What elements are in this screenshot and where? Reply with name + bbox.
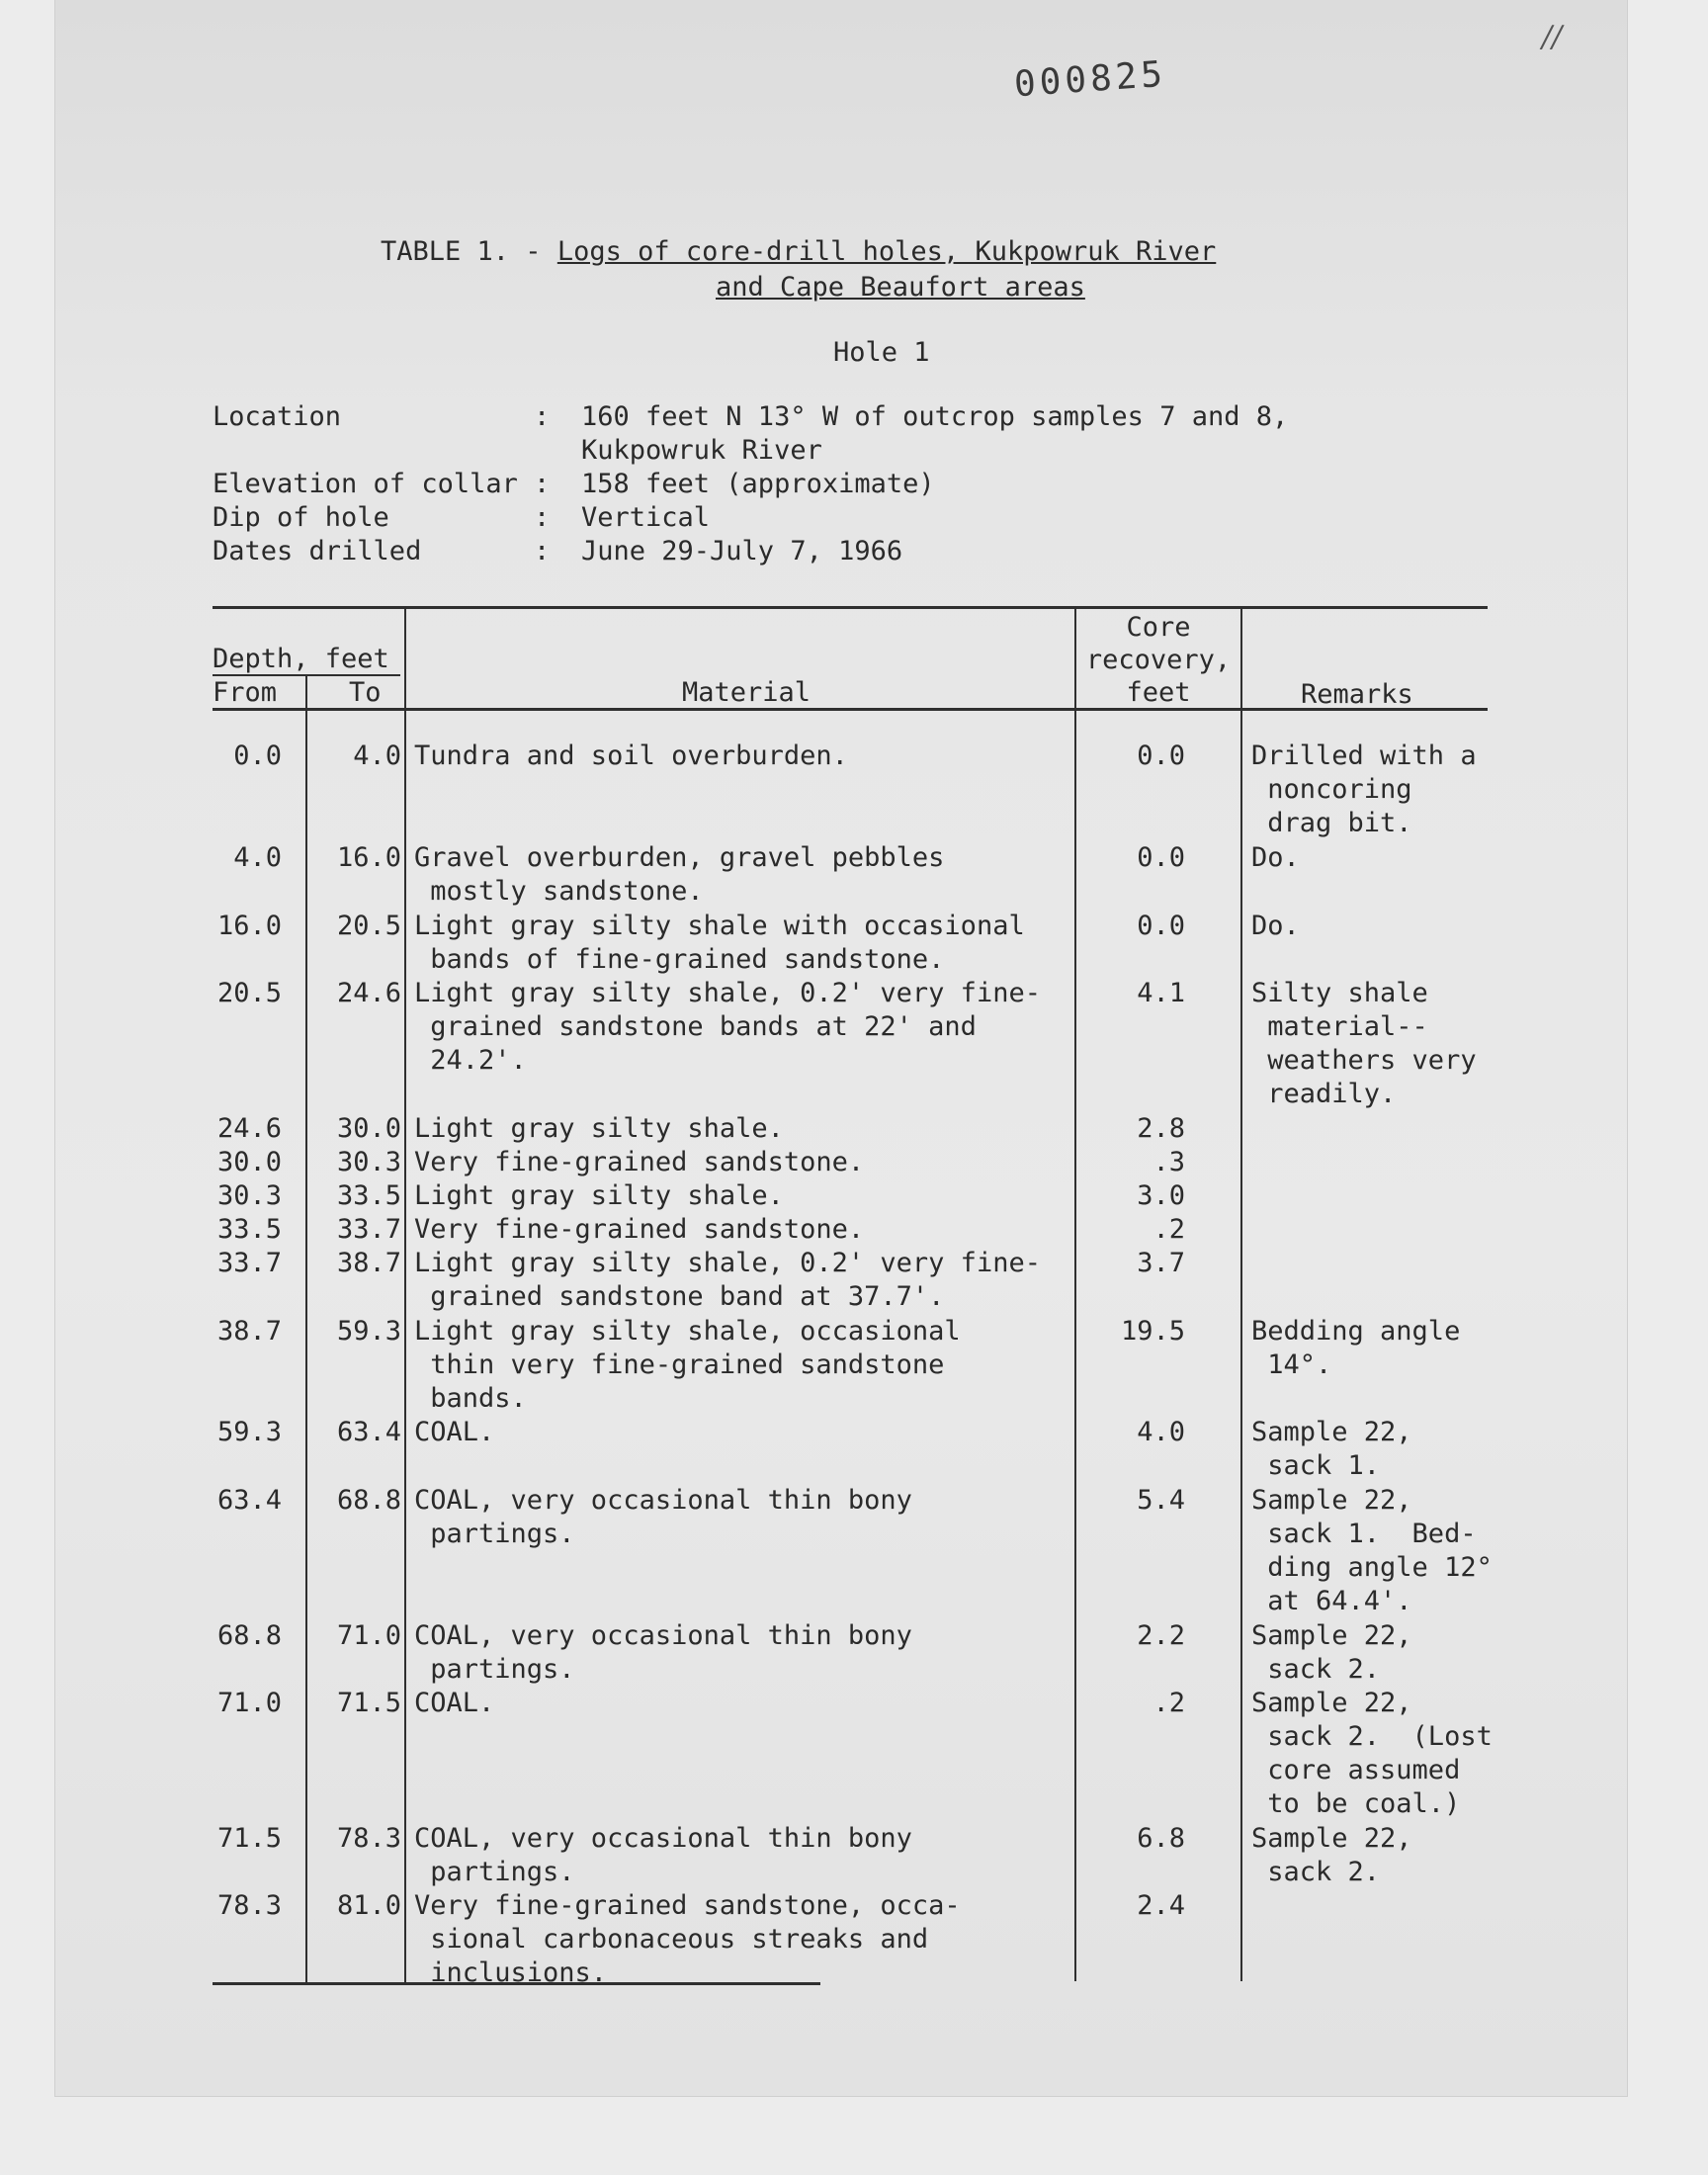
depth-from: 63.4: [216, 1485, 282, 1516]
core-recovery: 3.0: [1137, 1180, 1185, 1211]
depth-from: 71.0: [216, 1688, 282, 1718]
header-core-3: feet: [1126, 677, 1191, 708]
depth-to: 33.5: [336, 1180, 401, 1211]
depth-to: 59.3: [336, 1316, 401, 1347]
core-recovery: 2.8: [1137, 1113, 1185, 1144]
depth-from: 0.0: [233, 740, 282, 771]
header-material: Material: [682, 677, 811, 708]
remarks-line: core assumed: [1251, 1755, 1461, 1785]
depth-to: 24.6: [336, 978, 401, 1008]
depth-from: 59.3: [216, 1417, 282, 1447]
metadata-label: Dates drilled: [213, 536, 422, 566]
metadata-row: [213, 535, 1288, 568]
material-line: grained sandstone bands at 22' and: [414, 1011, 977, 1042]
remarks-line: Silty shale: [1251, 978, 1428, 1008]
metadata-value: Kukpowruk River: [581, 435, 822, 466]
core-recovery: 0.0: [1137, 842, 1185, 873]
remarks-line: to be coal.): [1251, 1788, 1461, 1819]
table-title: [381, 235, 1216, 269]
core-recovery: 19.5: [1120, 1316, 1185, 1347]
metadata-colon: :: [534, 469, 551, 499]
depth-from: 4.0: [233, 842, 282, 873]
material-line: Light gray silty shale.: [414, 1113, 784, 1144]
depth-to: 68.8: [336, 1485, 401, 1516]
metadata-value: Vertical: [581, 502, 711, 533]
remarks-line: noncoring: [1251, 774, 1412, 805]
table-title-prefix: TABLE 1. -: [381, 236, 557, 267]
depth-from: 71.5: [216, 1823, 282, 1854]
header-core-2: recovery,: [1085, 645, 1232, 675]
core-recovery: 3.7: [1137, 1248, 1185, 1278]
col-divider-remarks: [1240, 609, 1242, 1981]
remarks-line: ding angle 12°: [1251, 1552, 1493, 1583]
header-to: To: [349, 677, 382, 708]
remarks-line: Sample 22,: [1251, 1823, 1412, 1854]
depth-from: 16.0: [216, 911, 282, 941]
material-line: COAL.: [414, 1417, 495, 1447]
core-recovery: .2: [1153, 1688, 1185, 1718]
metadata-label: [213, 434, 534, 468]
metadata-value: 160 feet N 13° W of outcrop samples 7 and 8,: [581, 401, 1289, 432]
material-line: partings.: [414, 1519, 575, 1549]
remarks-line: material--: [1251, 1011, 1428, 1042]
header-depth-feet: Depth, feet: [213, 644, 389, 674]
core-recovery: 2.4: [1137, 1890, 1185, 1921]
depth-from: 33.5: [216, 1214, 282, 1245]
metadata-colon: :: [534, 502, 551, 533]
material-line: Light gray silty shale, 0.2' very fine-: [414, 978, 1041, 1008]
remarks-line: Do.: [1251, 842, 1300, 873]
metadata-colon: [534, 434, 581, 468]
remarks-line: Bedding angle: [1251, 1316, 1461, 1347]
depth-to: 33.7: [336, 1214, 401, 1245]
col-divider-material: [404, 609, 406, 1985]
metadata-label: Location: [213, 401, 342, 432]
remarks-line: readily.: [1251, 1079, 1397, 1109]
material-line: partings.: [414, 1654, 575, 1685]
material-line: inclusions.: [414, 1958, 608, 1988]
material-line: bands of fine-grained sandstone.: [414, 944, 945, 975]
material-line: grained sandstone band at 37.7'.: [414, 1281, 945, 1312]
remarks-line: sack 2.: [1251, 1654, 1381, 1685]
remarks-line: sack 1.: [1251, 1450, 1381, 1481]
header-from: From: [213, 677, 278, 708]
hole-heading: Hole 1: [833, 337, 930, 368]
depth-from: 33.7: [216, 1248, 282, 1278]
core-recovery: 0.0: [1137, 911, 1185, 941]
core-recovery: 6.8: [1137, 1823, 1185, 1854]
material-line: Very fine-grained sandstone, occa-: [414, 1890, 961, 1921]
metadata-value: June 29-July 7, 1966: [581, 536, 903, 566]
depth-to: 63.4: [336, 1417, 401, 1447]
depth-to: 38.7: [336, 1248, 401, 1278]
material-line: Very fine-grained sandstone.: [414, 1147, 865, 1177]
core-recovery: 2.2: [1137, 1620, 1185, 1651]
remarks-line: sack 2.: [1251, 1857, 1381, 1887]
metadata-colon: :: [534, 401, 551, 432]
material-line: COAL, very occasional thin bony: [414, 1620, 912, 1651]
material-line: Gravel overburden, gravel pebbles: [414, 842, 945, 873]
depth-from: 20.5: [216, 978, 282, 1008]
remarks-line: at 64.4'.: [1251, 1586, 1412, 1616]
remarks-line: Sample 22,: [1251, 1620, 1412, 1651]
depth-to: 71.0: [336, 1620, 401, 1651]
material-line: Light gray silty shale, occasional: [414, 1316, 961, 1347]
depth-to: 4.0: [353, 740, 401, 771]
material-line: COAL, very occasional thin bony: [414, 1823, 912, 1854]
remarks-line: sack 1. Bed-: [1251, 1519, 1477, 1549]
remarks-line: weathers very: [1251, 1045, 1477, 1076]
depth-to: 78.3: [336, 1823, 401, 1854]
material-line: 24.2'.: [414, 1045, 527, 1076]
corner-mark: //: [1542, 20, 1563, 54]
metadata-row: [213, 400, 1288, 434]
metadata-row: [213, 468, 1288, 501]
depth-to: 30.0: [336, 1113, 401, 1144]
material-line: Light gray silty shale, 0.2' very fine-: [414, 1248, 1041, 1278]
remarks-line: Sample 22,: [1251, 1417, 1412, 1447]
material-line: COAL.: [414, 1688, 495, 1718]
core-recovery: 5.4: [1137, 1485, 1185, 1516]
metadata-row: [213, 434, 1288, 468]
depth-to: 71.5: [336, 1688, 401, 1718]
depth-to: 20.5: [336, 911, 401, 941]
metadata-label: Elevation of collar: [213, 469, 518, 499]
depth-from: 30.3: [216, 1180, 282, 1211]
hole-metadata: [213, 400, 1288, 568]
material-line: Light gray silty shale.: [414, 1180, 784, 1211]
depth-from: 68.8: [216, 1620, 282, 1651]
metadata-colon: :: [534, 536, 551, 566]
metadata-label: Dip of hole: [213, 502, 389, 533]
header-core-1: Core: [1126, 612, 1191, 643]
material-line: thin very fine-grained sandstone: [414, 1349, 945, 1380]
col-divider-core: [1074, 609, 1076, 1981]
core-recovery: 0.0: [1137, 740, 1185, 771]
core-recovery: 4.0: [1137, 1417, 1185, 1447]
core-recovery: 4.1: [1137, 978, 1185, 1008]
material-line: partings.: [414, 1857, 575, 1887]
remarks-line: 14°.: [1251, 1349, 1332, 1380]
material-line: sional carbonaceous streaks and: [414, 1924, 929, 1955]
depth-from: 24.6: [216, 1113, 282, 1144]
remarks-line: sack 2. (Lost: [1251, 1721, 1493, 1752]
remarks-line: Do.: [1251, 911, 1300, 941]
core-recovery: .3: [1153, 1147, 1185, 1177]
material-line: Very fine-grained sandstone.: [414, 1214, 865, 1245]
material-line: bands.: [414, 1383, 527, 1414]
depth-from: 78.3: [216, 1890, 282, 1921]
remarks-line: Drilled with a: [1251, 740, 1477, 771]
metadata-value: 158 feet (approximate): [581, 469, 935, 499]
depth-to: 81.0: [336, 1890, 401, 1921]
remarks-line: Sample 22,: [1251, 1688, 1412, 1718]
depth-to: 30.3: [336, 1147, 401, 1177]
table-title-line1: Logs of core-drill holes, Kukpowruk River: [556, 236, 1217, 267]
metadata-row: [213, 501, 1288, 535]
table-title-line2: and Cape Beaufort areas: [716, 272, 1085, 303]
material-line: COAL, very occasional thin bony: [414, 1485, 912, 1516]
depth-from: 38.7: [216, 1316, 282, 1347]
header-remarks: Remarks: [1301, 679, 1413, 710]
material-line: Tundra and soil overburden.: [414, 740, 848, 771]
depth-to: 16.0: [336, 842, 401, 873]
depth-from: 30.0: [216, 1147, 282, 1177]
material-line: Light gray silty shale with occasional: [414, 911, 1025, 941]
page-stamp-number: 000825: [1012, 53, 1168, 106]
material-line: mostly sandstone.: [414, 876, 704, 907]
remarks-line: drag bit.: [1251, 808, 1412, 838]
core-recovery: .2: [1153, 1214, 1185, 1245]
remarks-line: Sample 22,: [1251, 1485, 1412, 1516]
